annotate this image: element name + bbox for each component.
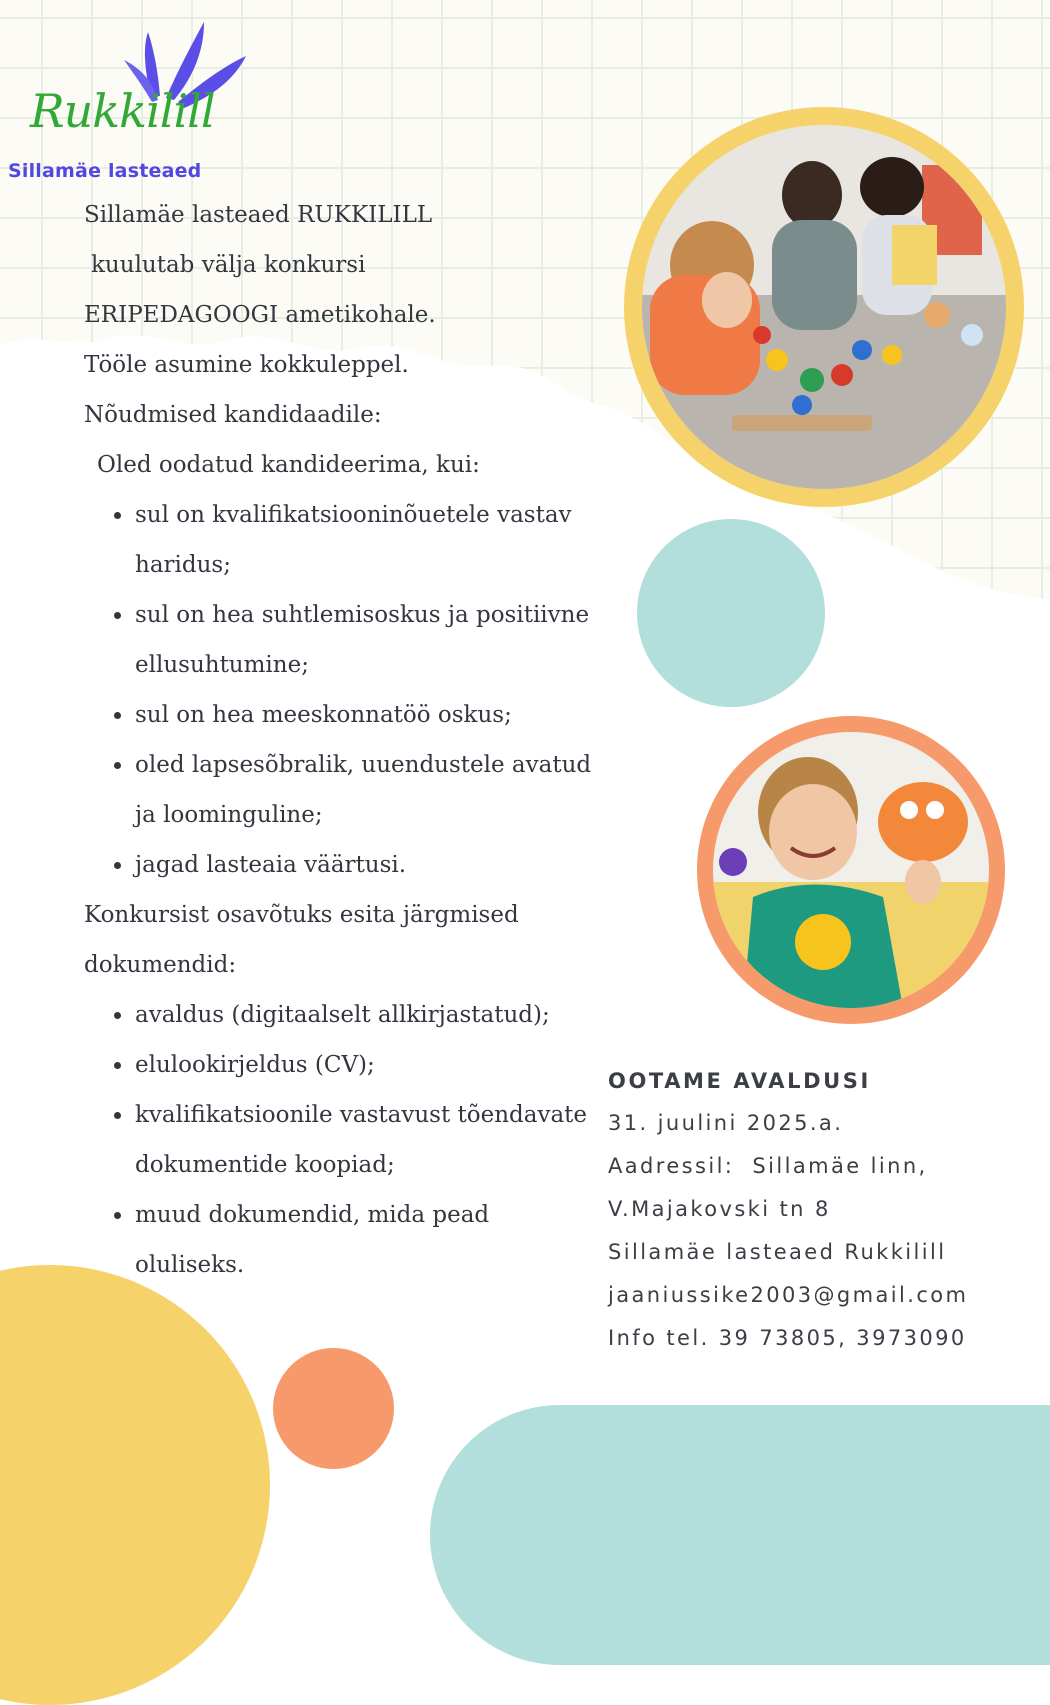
documents-intro: Konkursist osavõtuks esita järgmised dokumendid: xyxy=(84,902,519,978)
intro-line-1: Sillamäe lasteaed RUKKILILL xyxy=(84,202,433,228)
smiling-boy-photo xyxy=(697,716,1005,1024)
list-item: jagad lasteaia väärtusi. xyxy=(84,840,604,890)
intro-line-5: Nõudmised kandidaadile: xyxy=(84,402,382,428)
intro-line-4: Tööle asumine kokkuleppel. xyxy=(84,352,409,378)
deadline: 31. juulini 2025.a. xyxy=(608,1111,844,1135)
email-link[interactable]: jaaniussike2003@gmail.com xyxy=(608,1283,969,1307)
announcement-body xyxy=(84,190,604,1290)
logo-subtitle: Sillamäe lasteaed xyxy=(8,160,202,182)
children-playing-image xyxy=(642,125,1006,489)
smiling-boy-image xyxy=(713,732,989,1008)
requirements-list xyxy=(84,490,604,890)
decorative-orange-circle xyxy=(273,1348,394,1469)
list-item: avaldus (digitaalselt allkirjastatud); xyxy=(84,990,604,1040)
list-item: oled lapsesõbralik, uuendustele avatud ja loominguline; xyxy=(84,740,604,840)
list-item: sul on hea suhtlemisoskus ja positiivne ellusuhtumine; xyxy=(84,590,604,690)
intro-line-2: kuulutab välja konkursi xyxy=(91,252,366,278)
decorative-teal-circle xyxy=(637,519,825,707)
list-item: muud dokumendid, mida pead oluliseks. xyxy=(84,1190,604,1290)
phone-info: Info tel. 39 73805, 3973090 xyxy=(608,1326,967,1350)
list-item: sul on hea meeskonnatöö oskus; xyxy=(84,690,604,740)
decorative-teal-shape xyxy=(430,1405,1050,1665)
intro-line-3: ERIPEDAGOOGI ametikohale. xyxy=(84,302,436,328)
address-line-2: V.Majakovski tn 8 xyxy=(608,1197,831,1221)
list-item: sul on kvalifikatsiooninõuetele vastav haridus; xyxy=(84,490,604,590)
children-playing-photo xyxy=(624,107,1024,507)
list-item: elulookirjeldus (CV); xyxy=(84,1040,604,1090)
contact-heading: OOTAME AVALDUSI xyxy=(608,1069,871,1093)
list-item: kvalifikatsioonile vastavust tõendavate dokumentide koopiad; xyxy=(84,1090,604,1190)
contact-info xyxy=(608,1060,1048,1360)
intro-line-6: Oled oodatud kandideerima, kui: xyxy=(97,452,480,478)
documents-list xyxy=(84,990,604,1290)
organization-name: Sillamäe lasteaed Rukkilill xyxy=(608,1240,947,1264)
decorative-yellow-circle xyxy=(0,1265,270,1705)
address-line-1: Aadressil: Sillamäe linn, xyxy=(608,1154,928,1178)
logo-wordmark: Rukkilill xyxy=(30,84,215,138)
